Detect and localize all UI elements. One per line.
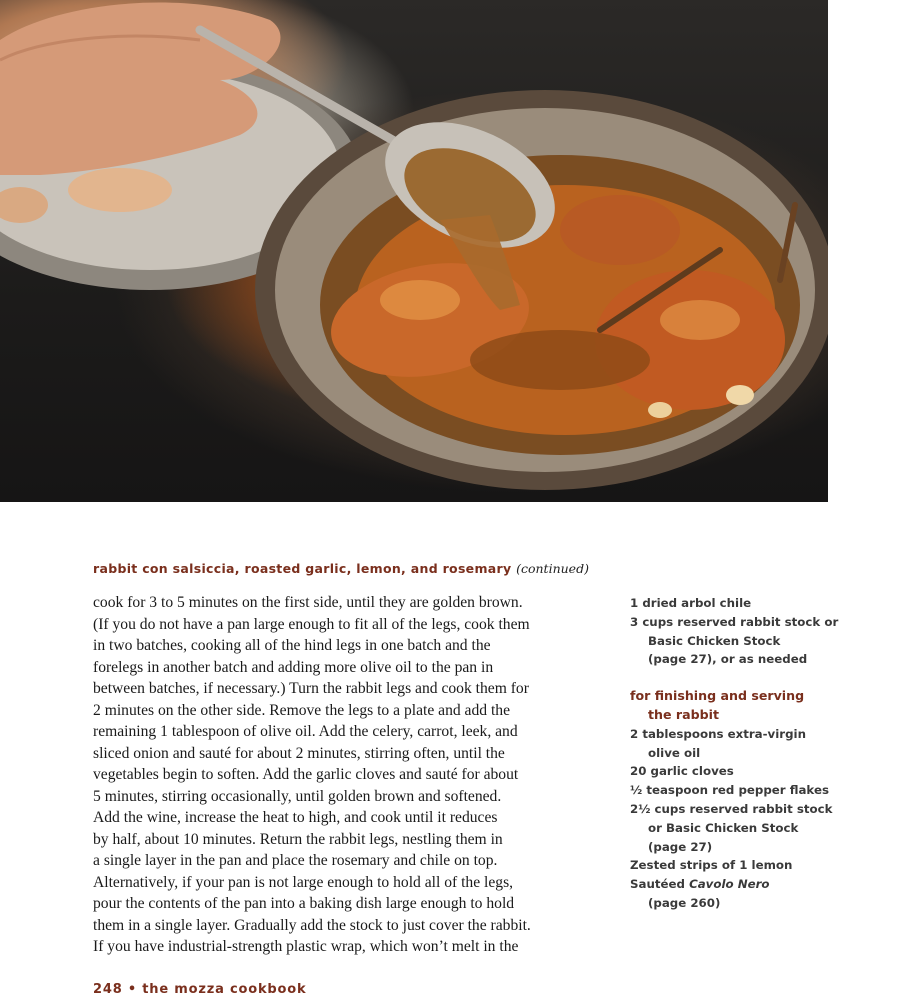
ingredient-item: Zested strips of 1 lemon (630, 858, 793, 873)
ingredient-item: 1 dried arbol chile (630, 596, 752, 610)
ingredient-item: (page 27) (648, 839, 713, 854)
ingredient-item: 2 tablespoons extra-virgin (630, 726, 806, 741)
instruction-line: forelegs in another batch and adding more olive oil to the pan in (93, 658, 494, 676)
instruction-line: a single layer in the pan and place the rosemary and chile on top. (93, 852, 498, 869)
ingredient-list (630, 594, 890, 913)
ingredient-item: 3 cups reserved rabbit stock or (630, 614, 839, 629)
instruction-line: Alternatively, if your pan is not large enough to hold all of the legs, (93, 873, 514, 891)
instruction-line: vegetables begin to soften. Add the garlic cloves and sauté for about (93, 766, 519, 783)
ingredient-section-heading: for finishing and serving (630, 688, 805, 704)
pan-illustration (0, 0, 828, 502)
ingredient-item: 2½ cups reserved rabbit stock (630, 801, 833, 816)
ingredient-item: ½ teaspoon red pepper flakes (630, 783, 829, 798)
instruction-line: cook for 3 to 5 minutes on the first side, until they are golden brown. (93, 594, 523, 611)
ingredient-item (630, 875, 890, 894)
instruction-line: 2 minutes on the other side. Remove the legs to a plate and add the (93, 701, 511, 719)
ingredient-item: (page 260) (648, 895, 721, 910)
instruction-line: Add the wine, increase the heat to high, and cook until it reduces (93, 809, 498, 826)
ingredient-item: 20 garlic cloves (630, 764, 734, 779)
instruction-line: between batches, if necessary.) Turn the rabbit legs and cook them for (93, 680, 529, 697)
instruction-line: them in a single layer. Gradually add the stock to just cover the rabbit. (93, 916, 531, 934)
ingredient-text: Sautéed (630, 877, 690, 892)
instruction-line: in two batches, cooking all of the hind legs in one batch and the (93, 637, 491, 654)
instruction-line: pour the contents of the pan into a baking dish large enough to hold (93, 895, 515, 912)
instruction-line: sliced onion and sauté for about 2 minutes, stirring often, until the (93, 744, 505, 762)
ingredient-item: or Basic Chicken Stock (648, 820, 799, 835)
ingredient-item: Basic Chicken Stock (648, 633, 781, 648)
recipe-title (93, 561, 589, 576)
ingredient-item: olive oil (648, 745, 701, 760)
continued-label: (continued) (516, 561, 589, 576)
instruction-line: If you have industrial-strength plastic wrap, which won’t melt in the (93, 938, 519, 955)
ingredient-italic-text: Cavolo Nero (689, 877, 770, 892)
instruction-line: remaining 1 tablespoon of olive oil. Add the celery, carrot, leek, and (93, 723, 518, 740)
cooking-photo (0, 0, 828, 502)
ingredient-section-heading: the rabbit (648, 706, 719, 722)
instruction-line: (If you do not have a pan large enough to fit all of the legs, cook them (93, 615, 530, 633)
instruction-line: 5 minutes, stirring occasionally, until golden brown and softened. (93, 787, 502, 805)
ingredient-item: (page 27), or as needed (648, 652, 808, 667)
recipe-title-text: rabbit con salsiccia, roasted garlic, lemon, and rosemary (93, 561, 512, 576)
instruction-line: by half, about 10 minutes. Return the rabbit legs, nestling them in (93, 830, 503, 848)
recipe-instructions (93, 592, 603, 958)
page-footer: 248 • the mozza cookbook (93, 982, 307, 997)
